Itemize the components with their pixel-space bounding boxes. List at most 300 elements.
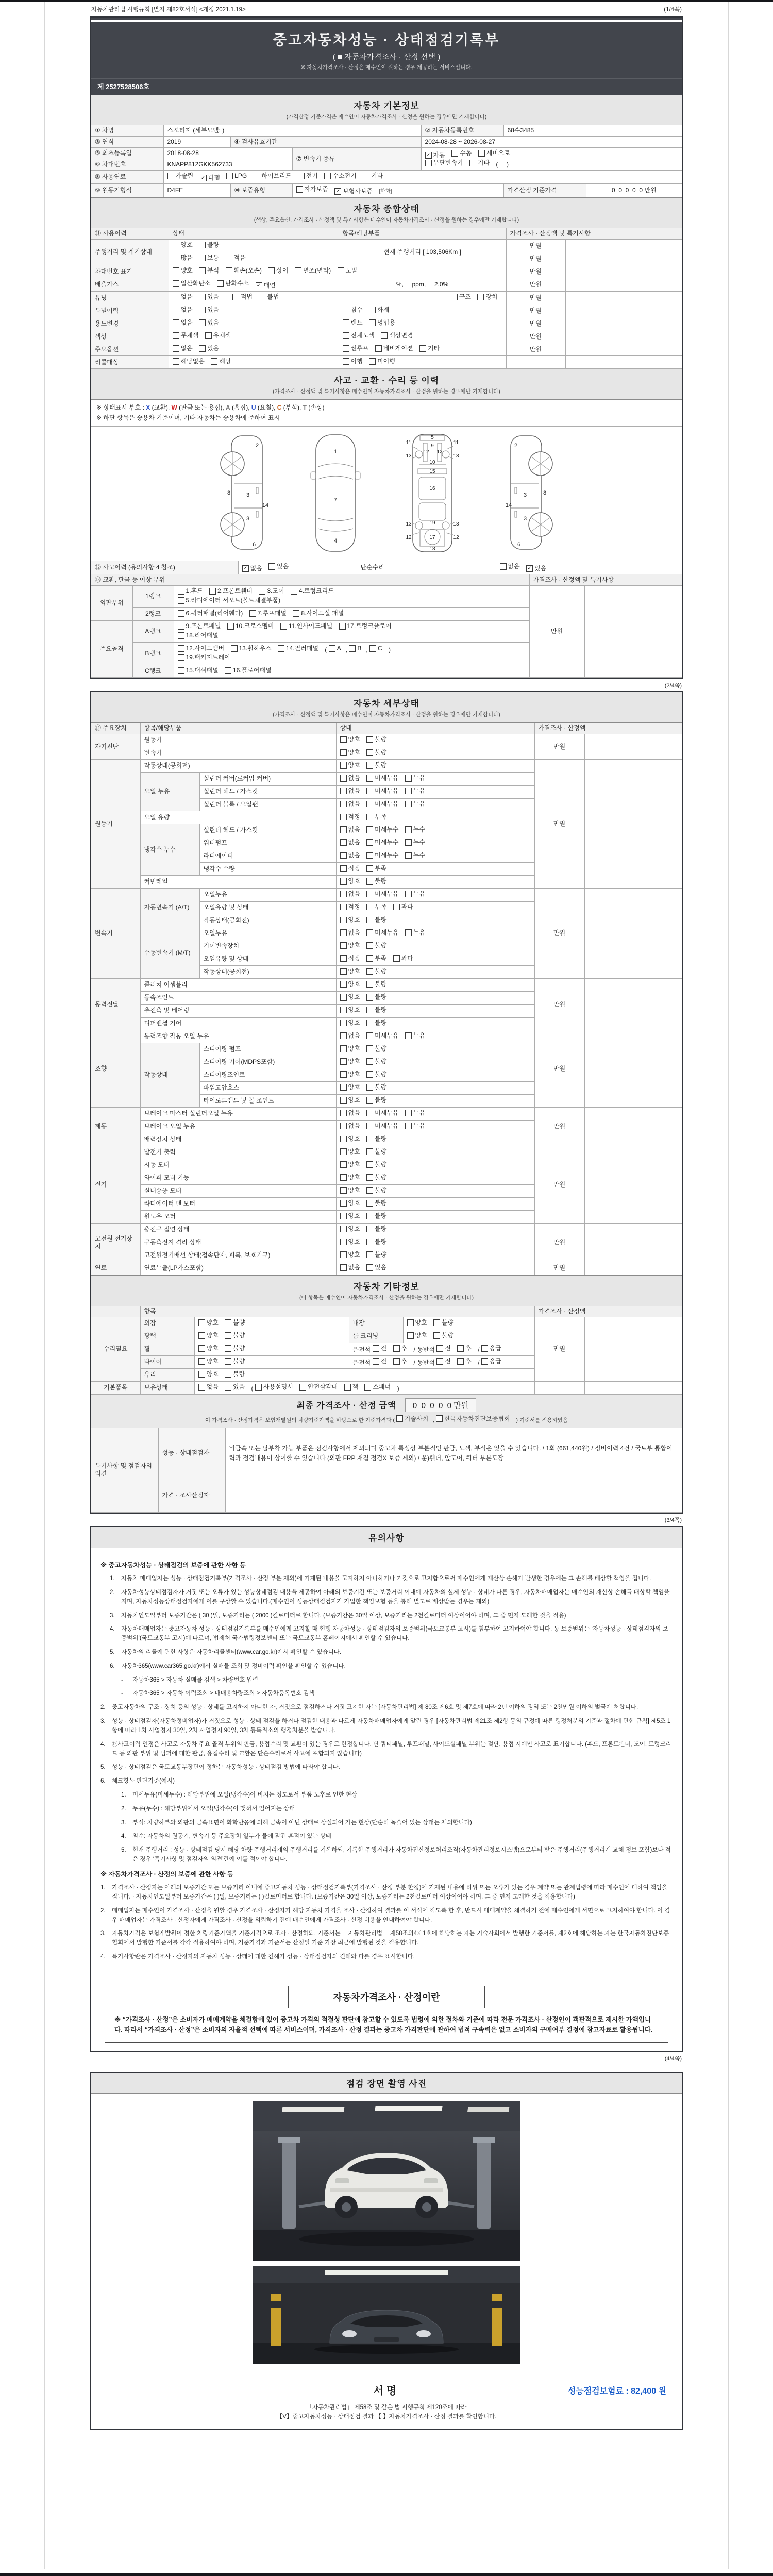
checkbox[interactable] [255,1384,262,1391]
checkbox-option[interactable] [366,890,398,898]
checkbox-option[interactable] [340,813,360,821]
checkbox-option[interactable] [366,955,386,962]
checkbox-option[interactable] [481,1358,501,1365]
checkbox[interactable] [366,981,373,988]
checkbox-option[interactable] [469,159,490,167]
checkbox-option[interactable] [199,293,219,301]
checkbox[interactable] [366,1213,373,1219]
checkbox[interactable] [340,942,347,949]
checkbox[interactable] [167,173,174,179]
checkbox[interactable] [407,1332,414,1339]
checkbox-option[interactable] [366,852,398,859]
checkbox[interactable] [366,878,373,885]
checkbox[interactable] [366,1123,373,1129]
checkbox-option[interactable] [343,306,363,314]
checkbox-option[interactable] [173,306,193,314]
checkbox-option[interactable] [366,1251,386,1259]
checkbox-option[interactable] [340,968,360,975]
checkbox[interactable] [199,255,206,261]
checkbox[interactable] [366,814,373,820]
checkbox[interactable] [405,788,412,794]
checkbox[interactable] [343,358,349,365]
checkbox[interactable] [366,994,373,1001]
checkbox-option[interactable] [405,890,425,898]
checkbox-option[interactable] [340,1251,360,1259]
checkbox-option[interactable] [366,1083,386,1091]
checkbox[interactable] [178,597,184,604]
checkbox-option[interactable] [366,774,398,782]
checkbox-option[interactable] [334,188,373,195]
checkbox-option[interactable] [366,761,386,769]
checkbox[interactable] [364,1384,371,1391]
checkbox[interactable] [405,1032,412,1039]
checkbox[interactable] [469,160,476,166]
checkbox[interactable] [211,358,217,365]
checkbox-option[interactable] [366,1264,386,1272]
checkbox-option[interactable] [268,563,289,570]
checkbox[interactable] [340,1187,347,1194]
checkbox[interactable] [340,839,347,846]
checkbox-option[interactable] [217,280,249,287]
checkbox-option[interactable] [366,1212,386,1220]
checkbox-option[interactable] [173,280,211,287]
checkbox[interactable] [433,1319,440,1326]
checkbox-option[interactable] [500,563,520,570]
checkbox-option[interactable] [340,1083,360,1091]
checkbox[interactable] [340,1045,347,1052]
checkbox-option[interactable] [366,993,386,1001]
checkbox-option[interactable] [366,1096,386,1104]
checkbox[interactable] [226,255,232,261]
checkbox-option[interactable] [225,667,272,674]
checkbox[interactable] [393,904,400,910]
checkbox[interactable] [227,623,234,630]
checkbox-option[interactable] [295,267,331,275]
checkbox[interactable] [178,654,184,661]
checkbox[interactable] [268,267,275,274]
checkbox[interactable] [198,1371,205,1378]
checkbox-option[interactable] [340,890,360,898]
checkbox[interactable]: ✓ [526,565,533,572]
checkbox-option[interactable] [366,1161,386,1168]
checkbox-option[interactable] [340,993,360,1001]
checkbox-option[interactable] [366,903,386,911]
checkbox-option[interactable] [199,241,219,249]
checkbox-option[interactable] [366,916,386,924]
checkbox-option[interactable] [324,172,356,180]
checkbox-option[interactable] [296,185,328,193]
checkbox[interactable] [375,345,382,352]
checkbox-option[interactable] [198,1319,219,1327]
checkbox-option[interactable] [340,942,360,950]
checkbox-option[interactable] [340,1019,360,1027]
checkbox-option[interactable] [340,1071,360,1078]
checkbox[interactable] [366,1161,373,1168]
checkbox[interactable] [369,645,376,652]
checkbox[interactable] [232,294,239,300]
checkbox[interactable] [254,173,260,179]
checkbox-option[interactable] [366,865,386,872]
checkbox-option[interactable] [366,1187,386,1194]
checkbox[interactable]: ✓ [334,188,341,195]
checkbox[interactable] [340,814,347,820]
checkbox[interactable] [381,332,388,339]
checkbox[interactable] [225,1358,231,1365]
checkbox-option[interactable] [340,1135,360,1143]
checkbox[interactable] [173,319,179,326]
checkbox[interactable] [366,788,373,794]
checkbox[interactable] [198,1384,205,1391]
checkbox-option[interactable] [457,1358,472,1365]
checkbox-option[interactable] [173,319,193,327]
checkbox-option[interactable] [366,749,386,756]
checkbox-option[interactable] [373,1358,387,1365]
checkbox[interactable] [366,1020,373,1026]
checkbox-option[interactable] [340,1187,360,1194]
checkbox-option[interactable] [340,1148,360,1156]
checkbox[interactable] [349,645,356,652]
checkbox[interactable] [199,345,206,352]
checkbox-option[interactable] [436,1358,451,1365]
checkbox[interactable] [205,332,212,339]
checkbox[interactable] [369,307,376,313]
checkbox-option[interactable] [366,787,398,795]
checkbox-option[interactable] [242,565,262,572]
checkbox[interactable] [366,1174,373,1181]
checkbox-option[interactable] [340,736,360,743]
checkbox[interactable] [340,904,347,910]
checkbox[interactable] [324,173,331,179]
checkbox[interactable] [343,332,349,339]
checkbox[interactable] [366,801,373,807]
checkbox[interactable] [173,332,179,339]
checkbox-option[interactable] [366,942,386,950]
checkbox[interactable] [340,1136,347,1142]
checkbox-option[interactable] [366,1032,398,1040]
checkbox[interactable] [451,150,458,157]
checkbox-option[interactable] [225,1358,245,1365]
checkbox-option[interactable] [340,1264,360,1272]
checkbox[interactable] [173,242,179,248]
checkbox[interactable] [366,1264,373,1271]
checkbox-option[interactable] [366,839,398,846]
checkbox[interactable] [340,1071,347,1078]
checkbox-option[interactable] [344,1383,359,1391]
checkbox-option[interactable] [366,1148,386,1156]
checkbox[interactable] [366,1200,373,1207]
checkbox[interactable] [340,1007,347,1013]
checkbox[interactable] [366,917,373,923]
checkbox-option[interactable] [178,654,230,662]
checkbox[interactable] [178,588,184,595]
checkbox-option[interactable] [340,1045,360,1053]
checkbox-option[interactable] [232,293,253,301]
checkbox[interactable] [366,749,373,756]
checkbox[interactable] [209,588,216,595]
checkbox[interactable] [366,736,373,743]
checkbox[interactable] [340,1032,347,1039]
checkbox-option[interactable] [405,1109,425,1117]
checkbox[interactable] [481,1358,488,1365]
checkbox[interactable] [340,762,347,769]
checkbox-option[interactable] [366,1019,386,1027]
checkbox[interactable] [178,623,184,630]
checkbox[interactable] [198,1358,205,1365]
checkbox[interactable]: ✓ [200,175,207,181]
checkbox[interactable] [225,1319,231,1326]
checkbox[interactable]: ✓ [256,282,262,289]
checkbox[interactable] [340,1161,347,1168]
checkbox-option[interactable] [436,1414,510,1423]
checkbox[interactable] [340,826,347,833]
checkbox[interactable] [405,852,412,859]
checkbox[interactable] [217,280,224,287]
checkbox[interactable] [366,1007,373,1013]
checkbox-option[interactable] [340,774,360,782]
checkbox-option[interactable] [340,1238,360,1246]
checkbox[interactable] [393,1358,400,1365]
checkbox-option[interactable] [227,622,274,630]
checkbox[interactable] [178,610,184,617]
checkbox-option[interactable] [343,358,363,365]
checkbox-option[interactable] [436,1345,451,1352]
checkbox[interactable]: ✓ [425,152,432,159]
checkbox[interactable] [298,173,305,179]
checkbox[interactable] [366,942,373,949]
checkbox[interactable] [366,852,373,859]
checkbox-option[interactable] [405,774,425,782]
checkbox-option[interactable] [419,345,440,352]
checkbox[interactable] [393,1345,400,1352]
checkbox-option[interactable] [339,622,392,630]
checkbox[interactable] [344,1384,351,1391]
checkbox-option[interactable] [343,345,369,352]
checkbox[interactable] [405,1123,412,1129]
checkbox-option[interactable] [366,1174,386,1181]
checkbox-option[interactable] [373,1345,387,1352]
checkbox[interactable] [393,955,400,962]
checkbox[interactable] [363,173,369,179]
checkbox-option[interactable] [255,1383,293,1391]
checkbox[interactable] [340,1251,347,1258]
checkbox[interactable] [296,186,303,193]
checkbox[interactable] [340,788,347,794]
checkbox[interactable] [396,1415,403,1422]
checkbox[interactable] [425,160,432,166]
checkbox[interactable] [366,1045,373,1052]
checkbox-option[interactable] [178,609,243,617]
checkbox-option[interactable] [178,667,219,674]
checkbox[interactable] [366,1187,373,1194]
checkbox-option[interactable] [366,1238,386,1246]
checkbox[interactable] [477,294,484,300]
checkbox-option[interactable] [199,306,219,314]
checkbox[interactable] [173,307,179,313]
checkbox[interactable] [340,955,347,962]
checkbox-option[interactable] [481,1345,501,1352]
checkbox[interactable] [226,267,232,274]
checkbox-option[interactable] [340,1212,360,1220]
checkbox[interactable] [405,826,412,833]
checkbox-option[interactable] [405,787,425,795]
checkbox[interactable] [226,173,233,179]
checkbox-option[interactable] [254,172,292,180]
checkbox[interactable] [338,267,344,274]
checkbox[interactable] [340,1174,347,1181]
checkbox-option[interactable] [366,1122,398,1130]
checkbox-option[interactable] [340,1058,360,1065]
checkbox-option[interactable] [366,980,386,988]
checkbox-option[interactable] [173,293,193,301]
checkbox-option[interactable] [405,826,425,834]
checkbox[interactable] [225,1332,231,1339]
checkbox-option[interactable] [366,826,398,834]
checkbox[interactable] [366,1110,373,1116]
checkbox-option[interactable] [381,332,413,340]
checkbox-option[interactable] [366,1109,398,1117]
checkbox[interactable] [405,801,412,807]
checkbox-option[interactable] [178,645,225,652]
checkbox-option[interactable] [407,1319,427,1327]
checkbox[interactable] [340,1213,347,1219]
checkbox[interactable] [343,319,349,326]
checkbox-option[interactable] [477,293,497,301]
checkbox[interactable] [340,1110,347,1116]
checkbox[interactable] [268,563,275,570]
checkbox[interactable] [366,1136,373,1142]
checkbox[interactable] [178,645,184,652]
checkbox-option[interactable] [405,1122,425,1130]
checkbox[interactable] [178,667,184,674]
checkbox[interactable] [500,563,507,570]
checkbox[interactable] [231,645,238,652]
checkbox[interactable] [340,981,347,988]
checkbox[interactable] [299,1384,306,1391]
checkbox-option[interactable] [340,903,360,911]
checkbox-option[interactable] [231,645,272,652]
checkbox-option[interactable] [393,903,413,911]
checkbox-option[interactable] [343,319,363,327]
checkbox[interactable] [419,345,426,352]
checkbox[interactable]: ✓ [242,565,249,572]
checkbox-option[interactable] [349,645,361,652]
checkbox[interactable] [373,1358,379,1365]
checkbox[interactable] [291,588,297,595]
checkbox[interactable] [340,736,347,743]
checkbox-option[interactable] [259,587,284,595]
checkbox[interactable] [366,839,373,846]
checkbox-option[interactable] [405,800,425,808]
checkbox[interactable] [481,1345,488,1352]
checkbox-option[interactable] [340,1032,360,1040]
checkbox-option[interactable] [225,1332,245,1340]
checkbox-option[interactable] [396,1414,428,1423]
checkbox[interactable] [340,865,347,872]
checkbox-option[interactable] [340,877,360,885]
checkbox[interactable] [199,294,206,300]
checkbox-option[interactable] [173,254,193,262]
checkbox[interactable] [366,1084,373,1091]
checkbox-option[interactable] [405,929,425,937]
checkbox-option[interactable] [198,1383,219,1391]
checkbox-option[interactable] [198,1345,219,1352]
checkbox-option[interactable] [366,1135,386,1143]
checkbox[interactable] [173,267,179,274]
checkbox-option[interactable] [211,358,231,365]
checkbox[interactable] [366,1226,373,1232]
checkbox[interactable] [259,294,265,300]
checkbox-option[interactable] [205,332,231,340]
checkbox-option[interactable] [363,172,383,180]
checkbox-option[interactable] [226,254,246,262]
checkbox-option[interactable] [173,345,193,352]
checkbox-option[interactable] [167,172,194,180]
checkbox[interactable] [295,267,301,274]
checkbox-option[interactable] [340,929,360,937]
checkbox-option[interactable] [457,1345,472,1352]
checkbox-option[interactable] [340,1161,360,1168]
checkbox-option[interactable] [369,358,395,365]
checkbox[interactable] [405,1110,412,1116]
checkbox-option[interactable] [340,1122,360,1130]
checkbox-option[interactable] [526,565,546,572]
checkbox-option[interactable] [209,587,253,595]
checkbox-option[interactable] [407,1332,427,1340]
checkbox-option[interactable] [173,358,205,365]
checkbox-option[interactable] [340,749,360,756]
checkbox-option[interactable] [340,800,360,808]
checkbox-option[interactable] [198,1332,219,1340]
checkbox-option[interactable] [433,1332,453,1340]
checkbox[interactable] [407,1319,414,1326]
checkbox-option[interactable] [198,1370,219,1378]
checkbox[interactable] [249,610,256,617]
checkbox-option[interactable] [340,1174,360,1181]
checkbox[interactable] [198,1319,205,1326]
checkbox[interactable] [405,839,412,846]
checkbox-option[interactable] [405,852,425,859]
checkbox[interactable] [340,1239,347,1245]
checkbox-option[interactable] [225,1383,245,1391]
checkbox-option[interactable] [298,172,318,180]
checkbox-option[interactable] [366,1225,386,1233]
checkbox[interactable] [366,904,373,910]
checkbox[interactable] [340,749,347,756]
checkbox[interactable] [433,1332,440,1339]
checkbox[interactable] [199,267,206,274]
checkbox-option[interactable] [340,1006,360,1014]
checkbox[interactable] [340,878,347,885]
checkbox[interactable] [340,891,347,897]
checkbox-option[interactable] [173,267,193,275]
checkbox[interactable] [259,588,265,595]
checkbox[interactable] [173,255,179,261]
checkbox-option[interactable] [226,172,247,180]
checkbox[interactable] [225,1371,231,1378]
checkbox-option[interactable] [329,645,341,652]
checkbox[interactable] [199,242,206,248]
checkbox[interactable] [436,1415,443,1422]
checkbox[interactable] [405,775,412,782]
checkbox-option[interactable] [256,282,276,290]
checkbox-option[interactable] [366,1199,386,1207]
checkbox-option[interactable] [280,622,332,630]
checkbox[interactable] [198,1345,205,1352]
checkbox[interactable] [198,1332,205,1339]
checkbox[interactable] [173,280,179,287]
checkbox[interactable] [225,667,231,674]
checkbox[interactable] [173,358,179,365]
